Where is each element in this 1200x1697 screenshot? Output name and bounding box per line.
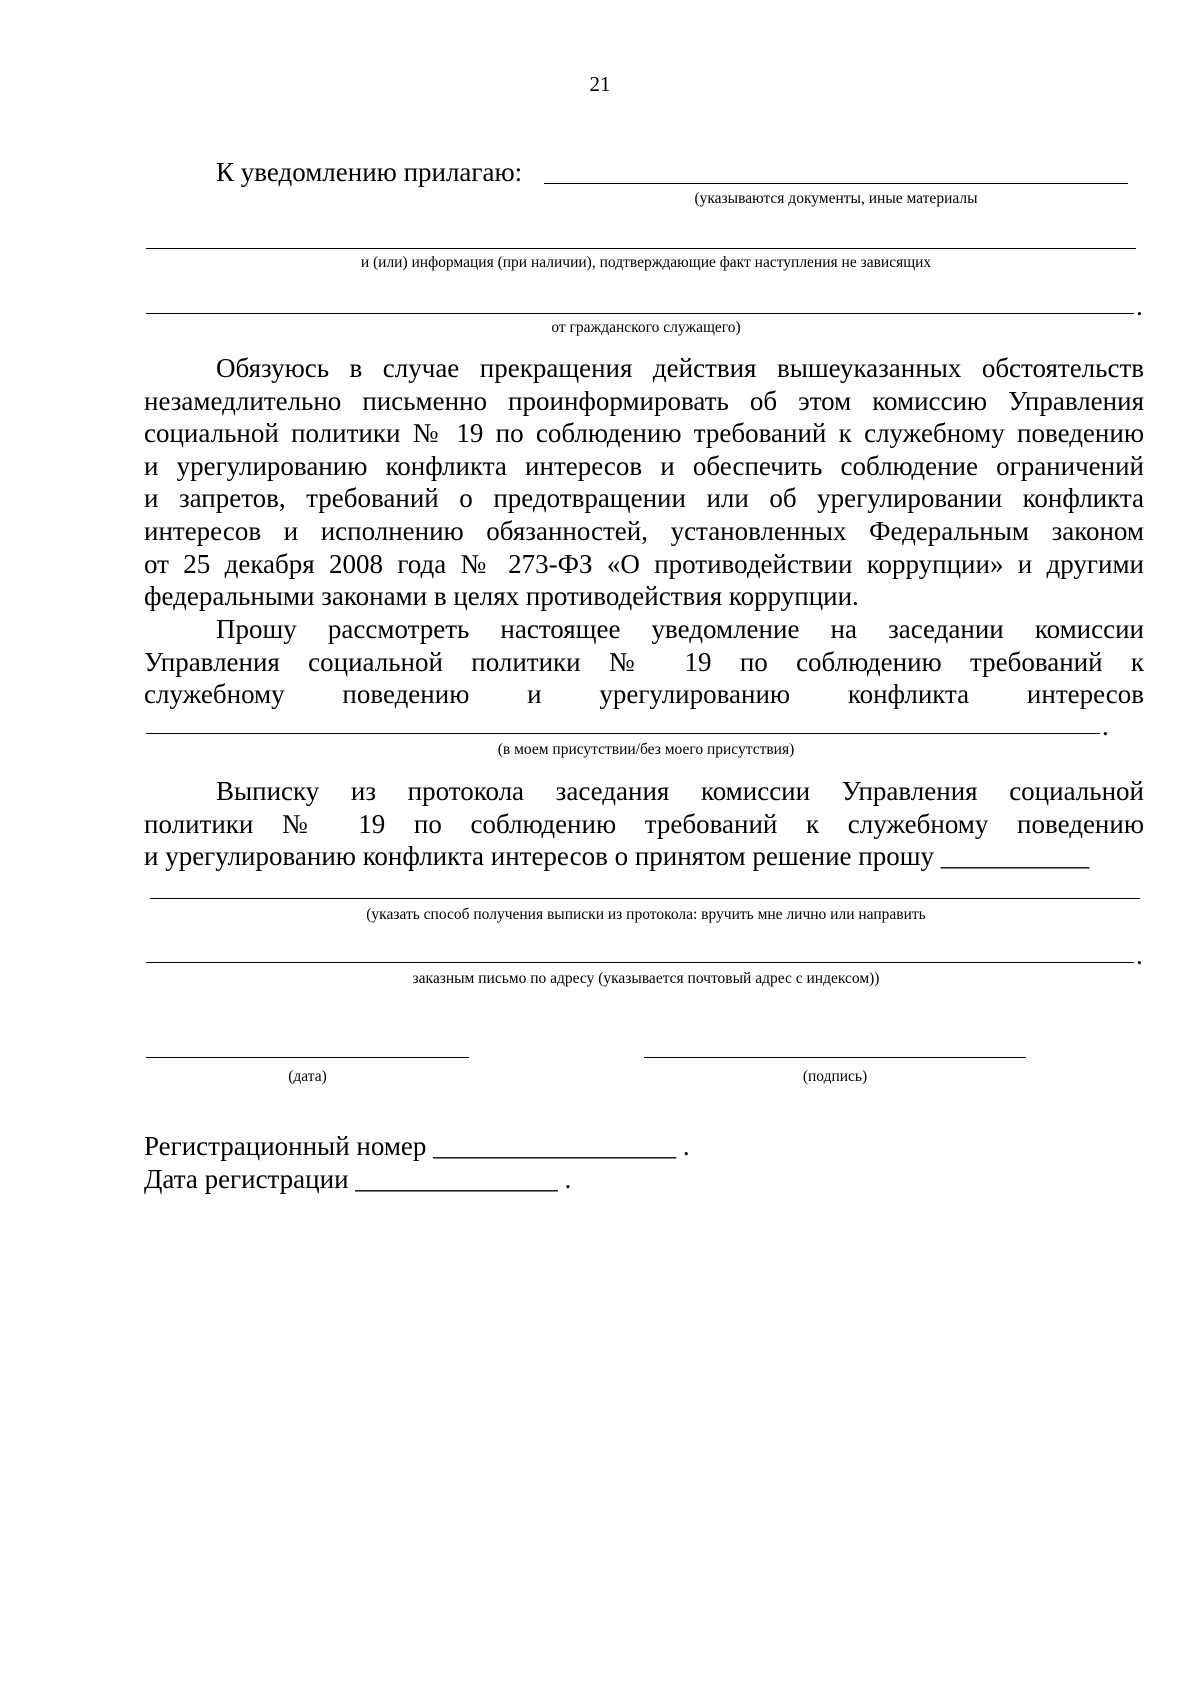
paragraph-line: социальной политики № 19 по соблюдению требований к служебному поведению bbox=[144, 418, 1144, 449]
paragraph-line: от 25 декабря 2008 года № 273-ФЗ «О противодействии коррупции» и другими bbox=[144, 548, 1144, 579]
paragraph-obligation bbox=[144, 352, 1144, 613]
date-blank-line bbox=[146, 1057, 469, 1058]
attachment-caption-2: и (или) информация (при наличии), подтверждающие факт наступления не зависящих bbox=[360, 254, 932, 271]
extract-caption-2: заказным письмо по адресу (указывается почтовый адрес с индексом)) bbox=[412, 970, 880, 987]
extract-blank-line-1 bbox=[150, 898, 1140, 899]
presence-caption: (в моем присутствии/без моего присутствия) bbox=[497, 741, 795, 758]
paragraph-line: и урегулированию конфликта интересов о принятом решение прошу ___________ bbox=[144, 841, 1090, 872]
paragraph-line: интересов и исполнению обязанностей, установленных Федеральным законом bbox=[144, 515, 1144, 546]
paragraph-extract bbox=[144, 775, 1144, 873]
attachment-blank-line-3 bbox=[146, 313, 1134, 314]
registration-date: Дата регистрации _______________ . bbox=[144, 1164, 572, 1194]
attachment-caption-3: от гражданского служащего) bbox=[551, 319, 741, 336]
presence-blank-line bbox=[146, 733, 1100, 734]
signature-caption: (подпись) bbox=[802, 1068, 868, 1085]
paragraph-line: Выписку из протокола заседания комиссии Управления социальной bbox=[216, 776, 1144, 806]
paragraph-line: и урегулированию конфликта интересов и обеспечить соблюдение ограничений bbox=[144, 450, 1144, 481]
attachment-blank-line-2 bbox=[146, 248, 1136, 249]
paragraph-line: Обязуюсь в случае прекращения действия вышеуказанных обстоятельств bbox=[216, 353, 1144, 383]
paragraph-line: служебному поведению и урегулированию конфликта интересов bbox=[144, 679, 1144, 710]
page-number: 21 bbox=[589, 72, 611, 96]
attachment-label: К уведомлению прилагаю: bbox=[216, 157, 523, 187]
attachment-blank-line-1 bbox=[544, 183, 1128, 184]
paragraph-line: федеральными законами в целях противодействия коррупции. bbox=[144, 581, 859, 612]
extract-caption-1: (указать способ получения выписки из протокола: вручить мне лично или направить bbox=[366, 906, 926, 923]
registration-number: Регистрационный номер __________________ . bbox=[144, 1131, 690, 1161]
signature-blank-line bbox=[644, 1057, 1026, 1058]
date-caption: (дата) bbox=[288, 1068, 327, 1085]
attachment-caption-1: (указываются документы, иные материалы bbox=[694, 190, 978, 207]
paragraph-request bbox=[144, 613, 1144, 711]
extract-blank-line-2 bbox=[146, 962, 1134, 963]
presence-end-dot: . bbox=[1102, 711, 1109, 741]
extract-end-dot: . bbox=[1136, 940, 1143, 970]
paragraph-line: политики № 19 по соблюдению требований к служебному поведению bbox=[144, 808, 1144, 839]
paragraph-line: незамедлительно письменно проинформировать об этом комиссию Управления bbox=[144, 385, 1144, 416]
paragraph-line: Прошу рассмотреть настоящее уведомление на заседании комиссии bbox=[216, 614, 1144, 644]
attachment-end-dot: . bbox=[1136, 291, 1143, 321]
paragraph-line: и запретов, требований о предотвращении или об урегулировании конфликта bbox=[144, 483, 1144, 514]
paragraph-line: Управления социальной политики № 19 по соблюдению требований к bbox=[144, 646, 1144, 677]
